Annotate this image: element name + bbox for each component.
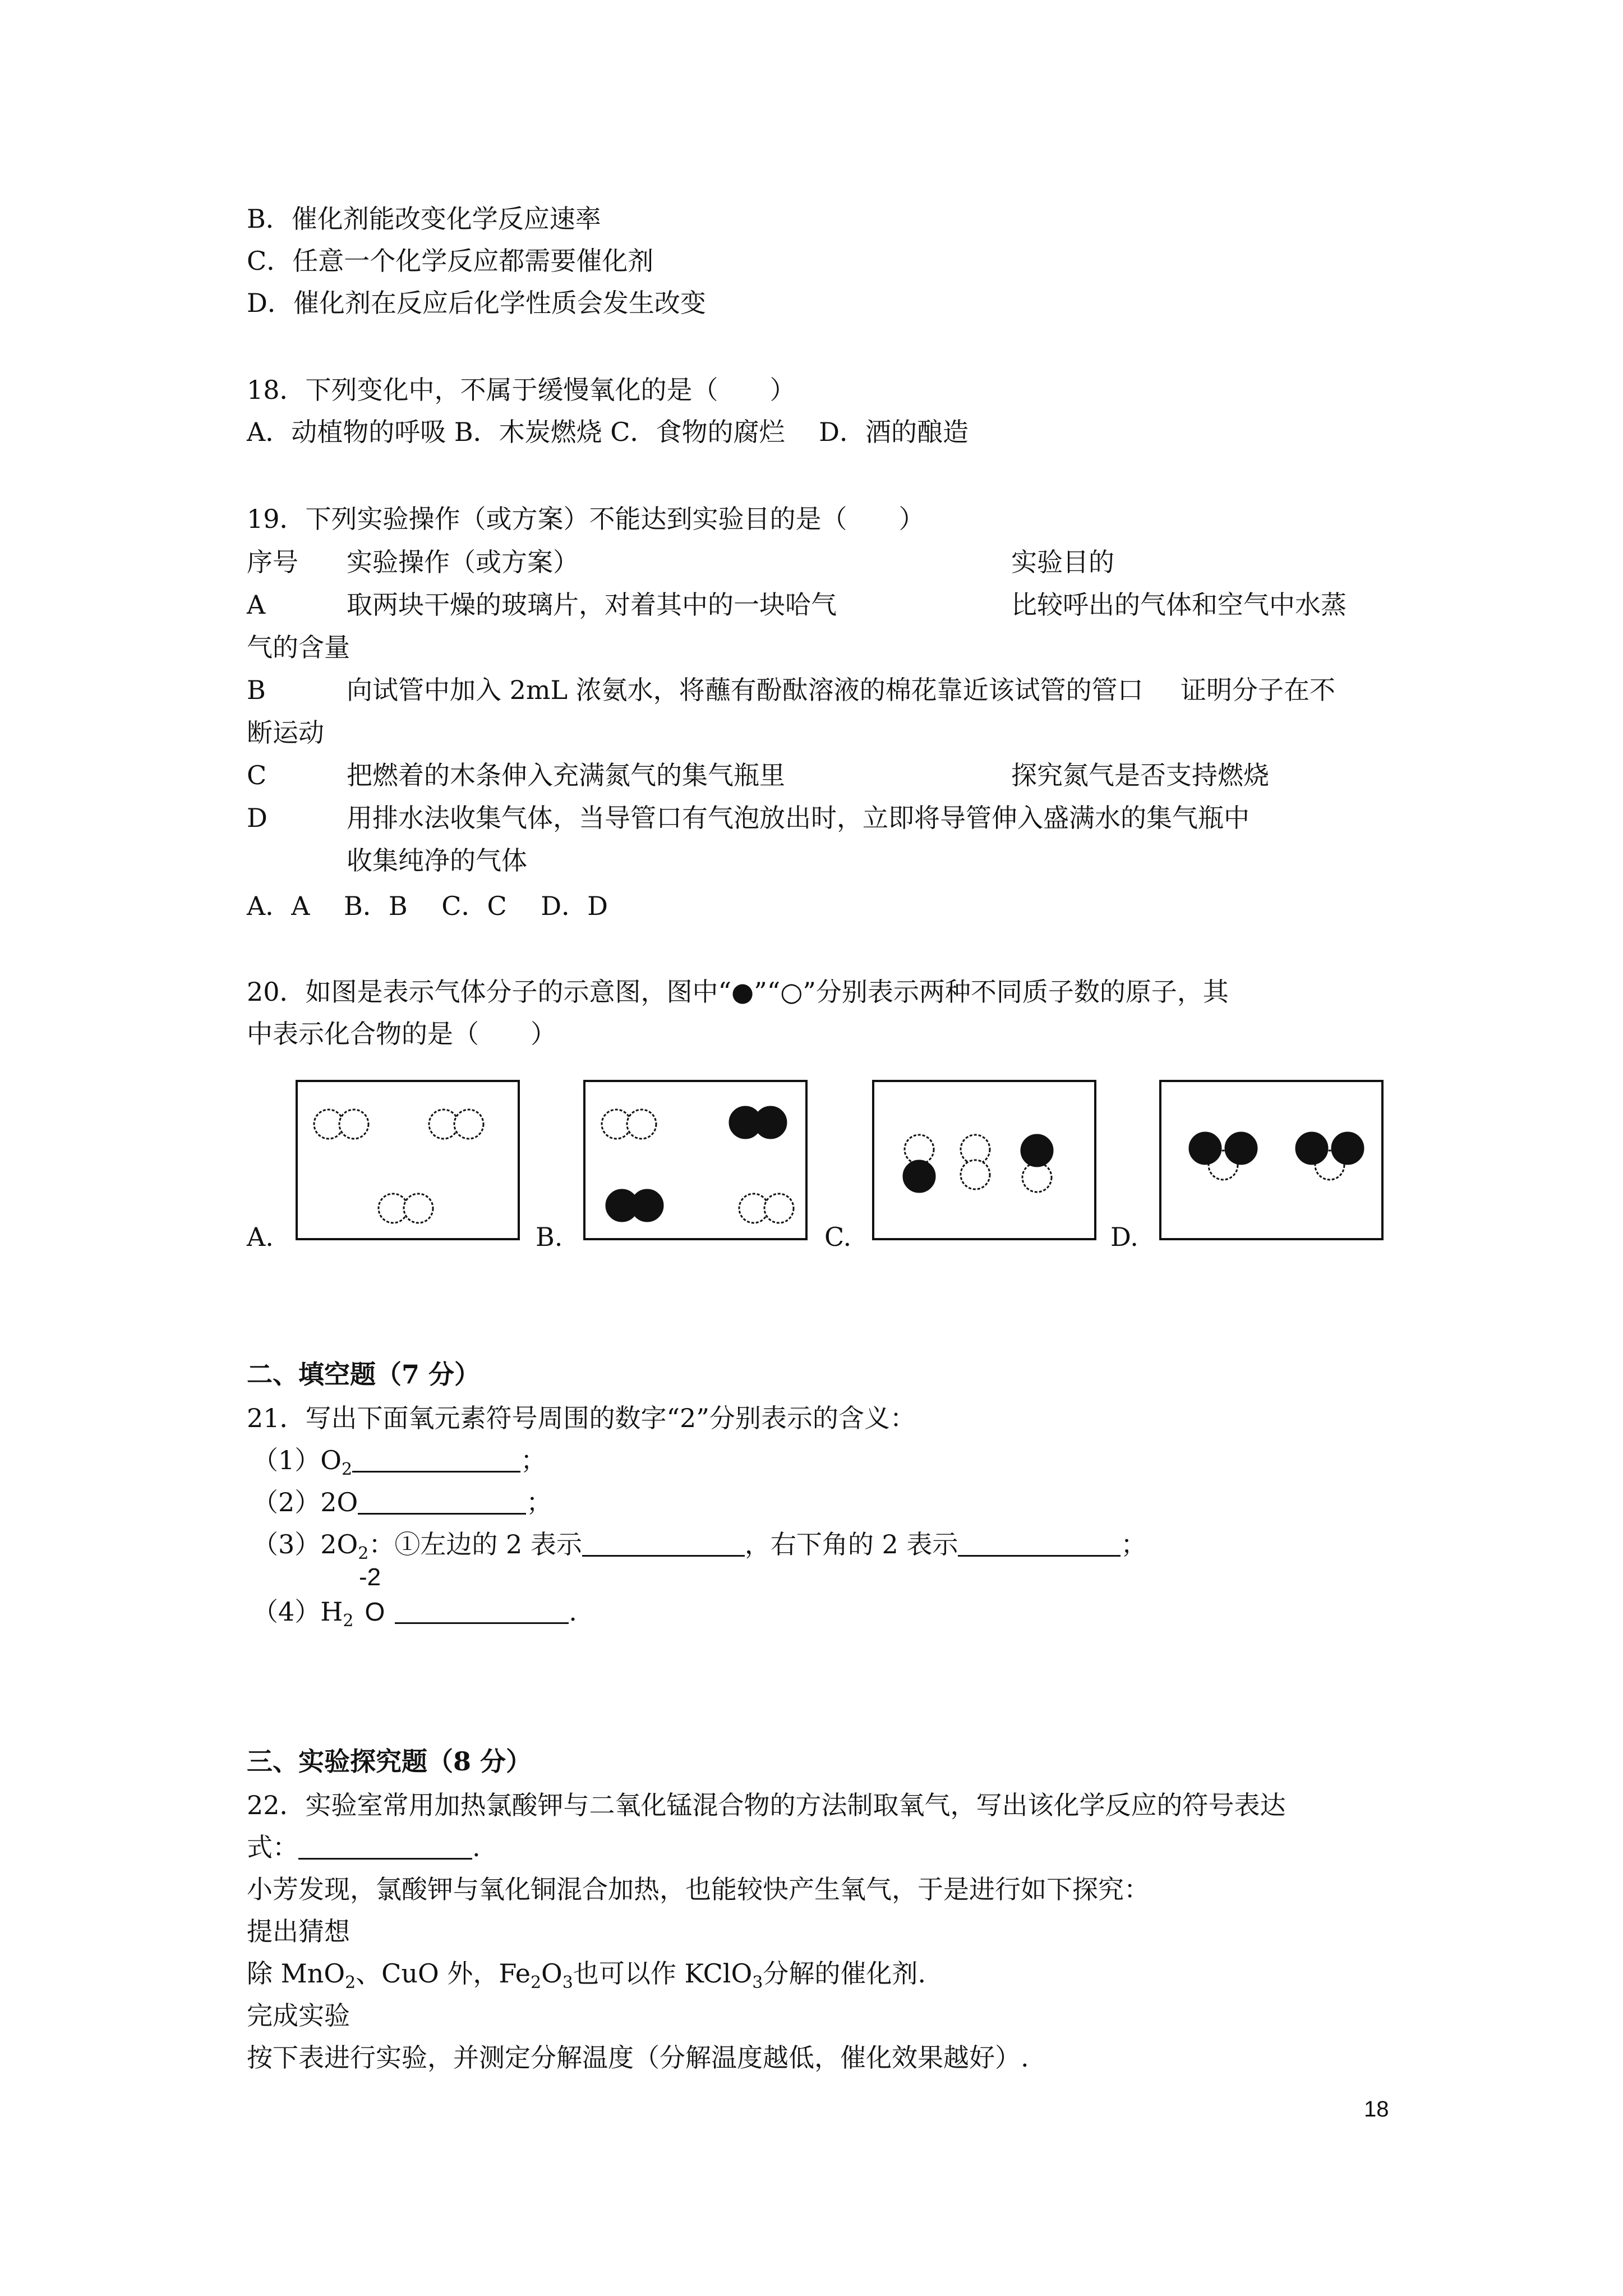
q19-header-goal: 实验目的 (1011, 547, 1114, 577)
q22-line2: 式： . (247, 1832, 481, 1862)
q17-option-b: B．催化剂能改变化学反应速率 (247, 204, 601, 234)
q19-row-d-cont: 收集纯净的气体 (347, 845, 527, 876)
q19-row-b-num: B (247, 675, 266, 705)
q19-row-d-num: D (247, 803, 268, 833)
q19-row-a-cont: 气的含量 (247, 632, 350, 662)
q19-options: A．A B．B C．C D．D (247, 891, 608, 921)
q21-item-3: $(3)2O_2$：①左边的 2 表示 ，右下角的 2 表示 ； (252, 1529, 1147, 1564)
molecule-diagram-c (872, 1080, 1096, 1240)
q22-line3: 小芳发现，氯酸钾与氧化铜混合加热，也能较快产生氧气，于是进行如下探究： (247, 1874, 1150, 1904)
q17-option-c: C．任意一个化学反应都需要催化剂 (247, 246, 654, 276)
heading-hypothesis: 提出猜想 (247, 1916, 350, 1947)
q19-stem: 19．下列实验操作（或方案）不能达到实验目的是（ ） (247, 504, 925, 534)
answer-blank-equation[interactable] (298, 1835, 472, 1860)
q19-row-b-cont: 断运动 (247, 717, 324, 748)
valence-mark: -2 (359, 1563, 381, 1591)
q20-label-a: A. (247, 1222, 274, 1252)
answer-blank-1[interactable] (352, 1448, 520, 1473)
page-number: 18 (1364, 2097, 1389, 2122)
experiment-instruction: 按下表进行实验，并测定分解温度（分解温度越低，催化效果越好）. (247, 2042, 1029, 2073)
q19-header-num: 序号 (247, 547, 298, 577)
q19-row-c-num: C (247, 760, 267, 790)
q21-item-1: $(1)O_2$ ； (252, 1445, 547, 1480)
q19-row-a-num: A (247, 590, 266, 620)
molecule-a-icon (298, 1082, 518, 1238)
molecule-b-icon (585, 1082, 805, 1238)
q19-row-c-op: 把燃着的木条伸入充满氮气的集气瓶里 (347, 760, 785, 790)
q20-label-b: B. (536, 1222, 563, 1252)
q20-label-c: C. (824, 1222, 852, 1252)
answer-blank-3a[interactable] (582, 1533, 745, 1557)
q19-row-b-goal: 证明分子在不 (1181, 675, 1335, 705)
q20-label-d: D. (1110, 1222, 1138, 1252)
q18-stem: 18．下列变化中，不属于缓慢氧化的是（ ） (247, 375, 796, 405)
q19-header-op: 实验操作（或方案） (347, 547, 579, 577)
heading-experiment: 完成实验 (247, 2000, 350, 2031)
q20-stem-line1: 20．如图是表示气体分子的示意图，图中“●”“○”分别表示两种不同质子数的原子，其 (247, 977, 1229, 1007)
q20-stem-line2: 中表示化合物的是（ ） (247, 1019, 556, 1049)
section3-title: 三、实验探究题（8 分） (247, 1746, 532, 1777)
answer-blank-4[interactable] (395, 1600, 569, 1624)
q19-row-d-op: 用排水法收集气体，当导管口有气泡放出时，立即将导管伸入盛满水的集气瓶中 (347, 803, 1249, 833)
answer-blank-3b[interactable] (958, 1533, 1121, 1557)
molecule-c-icon (874, 1082, 1094, 1238)
molecule-d-icon (1161, 1082, 1381, 1238)
q21-item-4: $(4)H_2$ O . (252, 1596, 577, 1631)
molecule-diagram-a (296, 1080, 520, 1240)
hypothesis-text: 除 MnO$_2$、CuO 外，$Fe_2O_3$也可以作 KClO$_3$分解的催化剂. (247, 1958, 926, 1993)
q19-row-a-op: 取两块干燥的玻璃片，对着其中的一块哈气 (347, 590, 837, 620)
q19-row-c-goal: 探究氮气是否支持燃烧 (1011, 760, 1269, 790)
q19-row-b-op: 向试管中加入 2mL 浓氨水，将蘸有酚酞溶液的棉花靠近该试管的管口 (347, 675, 1144, 705)
q18-options: A．动植物的呼吸 B．木炭燃烧 C．食物的腐烂 D．酒的酿造 (247, 417, 969, 447)
q21-item-2: （2）2O ； (252, 1487, 552, 1517)
molecule-diagram-d (1159, 1080, 1384, 1240)
q22-line1: 22．实验室常用加热氯酸钾与二氧化锰混合物的方法制取氧气，写出该化学反应的符号表达 (247, 1790, 1286, 1820)
molecule-diagram-b (583, 1080, 808, 1240)
q19-row-a-goal: 比较呼出的气体和空气中水蒸 (1011, 590, 1347, 620)
answer-blank-2[interactable] (358, 1490, 526, 1515)
q21-stem: 21．写出下面氧元素符号周围的数字“2”分别表示的含义： (247, 1403, 916, 1433)
q17-option-d: D．催化剂在反应后化学性质会发生改变 (247, 288, 706, 318)
section2-title: 二、填空题（7 分） (247, 1359, 481, 1389)
